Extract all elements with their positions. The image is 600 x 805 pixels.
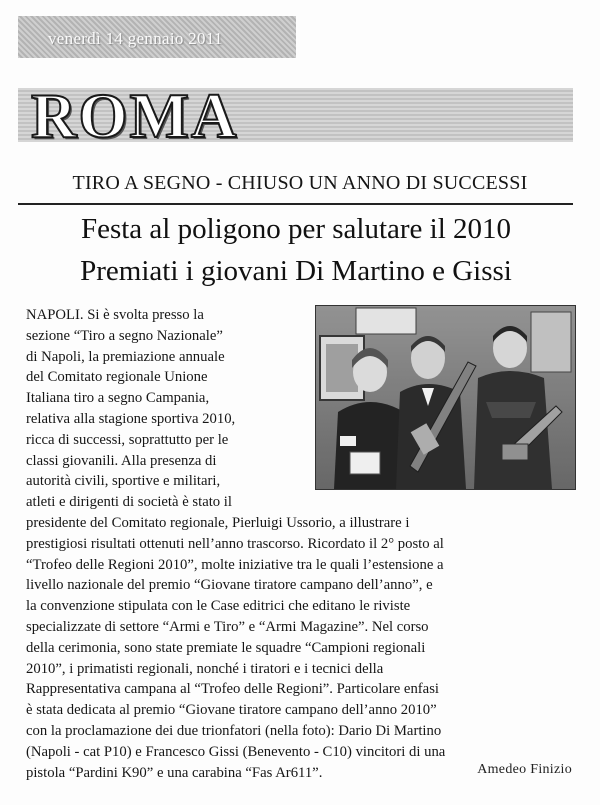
- body-line: classi giovanili. Alla presenza di: [26, 452, 217, 469]
- body-line: pistola “Pardini K90” e una carabina “Fas Ar611”.: [26, 764, 323, 781]
- issue-date: venerdì 14 gennaio 2011: [48, 29, 223, 48]
- body-line: con la proclamazione dei due trionfatori (nella foto): Dario Di Martino: [26, 722, 442, 739]
- body-line: “Trofeo delle Regioni 2010”, molte iniziative tra le quali l’estensione a: [26, 556, 444, 573]
- body-line: di Napoli, la premiazione annuale: [26, 348, 225, 365]
- body-line: Italiana tiro a segno Campania,: [26, 390, 210, 407]
- body-line: del Comitato regionale Unione: [26, 369, 208, 386]
- body-line: NAPOLI. Si è svolta presso la: [26, 307, 204, 323]
- headline-line-1: Festa al poligono per salutare il 2010: [80, 213, 512, 245]
- article-author: Amedeo Finizio: [477, 762, 572, 777]
- section-title: ROMA: [31, 81, 239, 151]
- body-line: Rappresentativa campana al “Trofeo delle Regioni”. Particolare enfasi: [26, 681, 439, 698]
- body-line: relativa alla stagione sportiva 2010,: [26, 410, 236, 427]
- body-line: prestigiosi risultati ottenuti nell’anno trascorso. Ricordato il 2° posto al: [26, 535, 444, 552]
- body-line: è stata dedicata al premio “Giovane tiratore campano dell’anno 2010”: [26, 702, 437, 719]
- body-line: autorità civili, sportive e militari,: [26, 473, 221, 490]
- award-photo: [315, 305, 576, 490]
- body-line: la convenzione stipulata con le Case editrici che editano le riviste: [26, 598, 411, 615]
- body-line: sezione “Tiro a segno Nazionale”: [26, 327, 223, 344]
- kicker-rule: [18, 203, 573, 205]
- body-line: atleti e dirigenti di società è stato il: [26, 494, 232, 511]
- article-kicker: TIRO A SEGNO - CHIUSO UN ANNO DI SUCCESSI: [72, 172, 528, 194]
- article-body-column: [26, 305, 308, 513]
- body-line: livello nazionale del premio “Giovane tiratore campano dell’anno”, e: [26, 577, 433, 594]
- body-line: presidente del Comitato regionale, Pierluigi Ussorio, a illustrare i: [26, 515, 410, 531]
- body-line: 2010”, i primatisti regionali, nonché i tiratori e i tecnici della: [26, 660, 384, 677]
- body-line: specializzate di settore “Armi e Tiro” e “Armi Magazine”. Nel corso: [26, 618, 429, 635]
- article-body-full: [26, 513, 573, 783]
- body-line: (Napoli - cat P10) e Francesco Gissi (Benevento - C10) vincitori di una: [26, 743, 446, 760]
- body-line: ricca di successi, soprattutto per le: [26, 431, 229, 448]
- headline-line-2: Premiati i giovani Di Martino e Gissi: [80, 255, 512, 287]
- body-line: della cerimonia, sono state premiate le squadre “Campioni regionali: [26, 639, 426, 656]
